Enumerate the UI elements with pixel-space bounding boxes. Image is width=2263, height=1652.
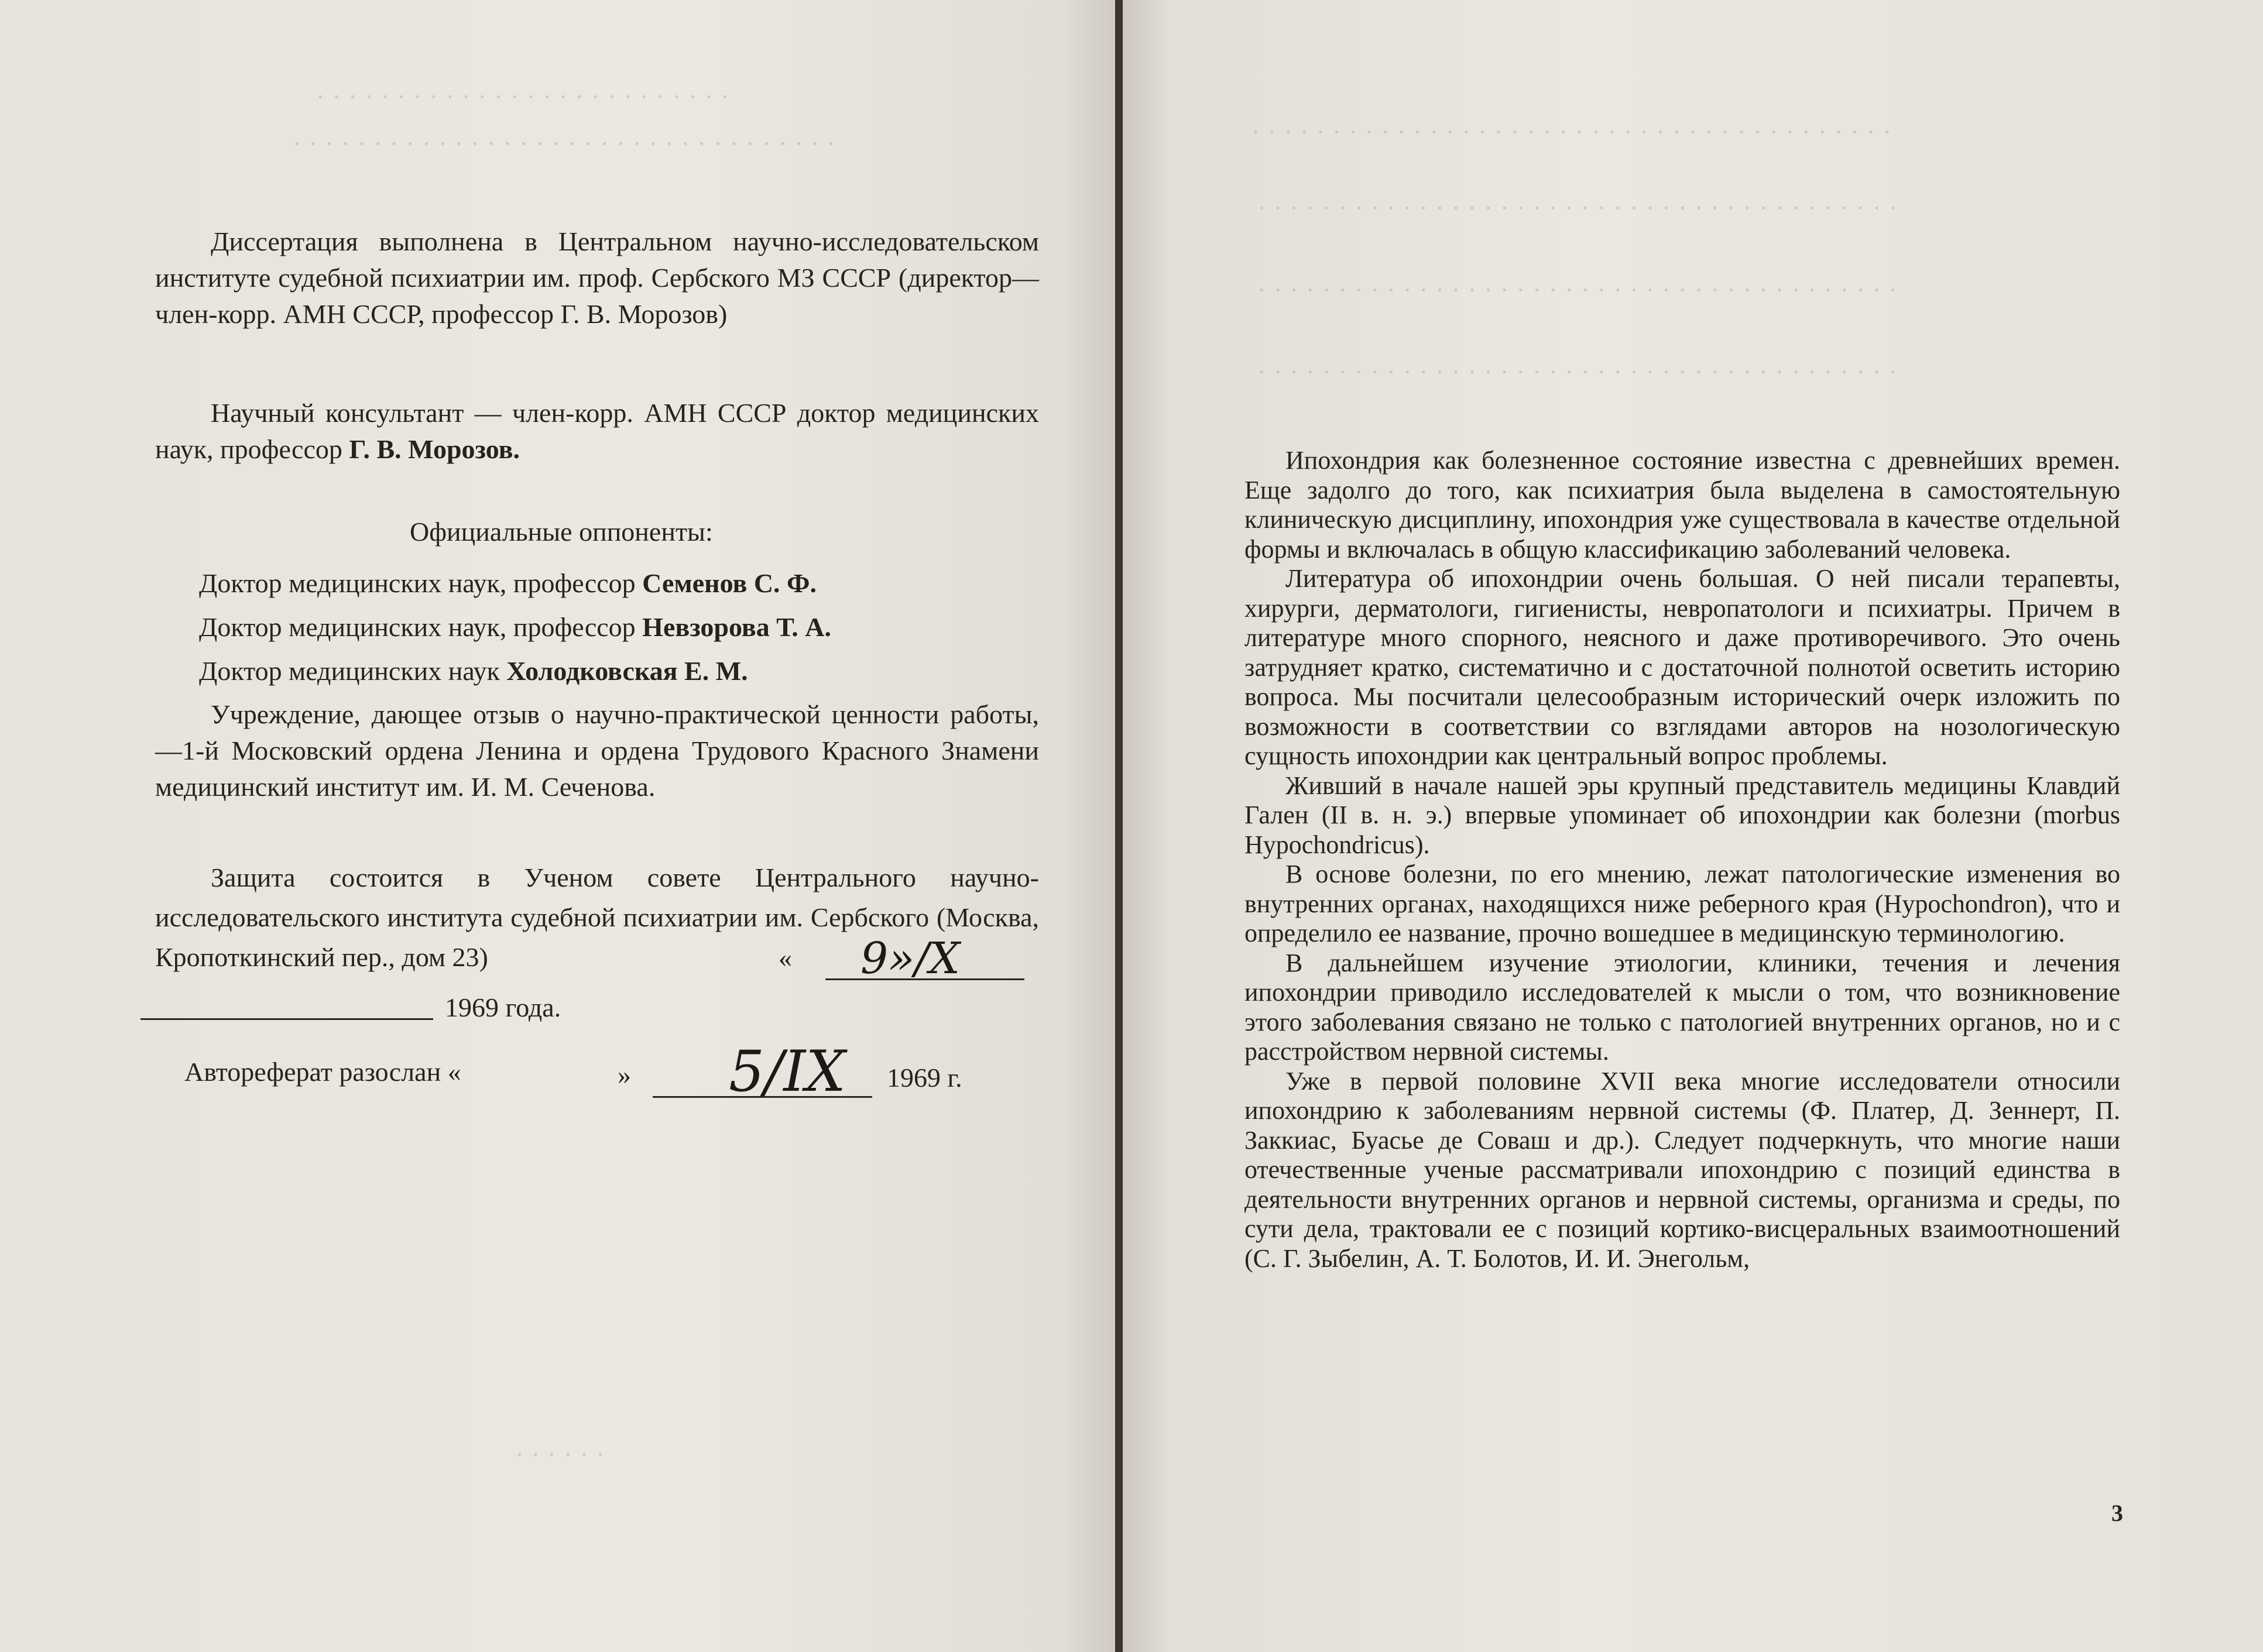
paragraph: В основе болезни, по его мнению, лежат патологические изменения во внутренних органах, находящихся ниже реберного края (Hypochondron), что и определило ее название, прочно вошедшее в медицинскую терминологию.	[1244, 860, 2120, 947]
consultant-name: Г. В. Морозов.	[349, 434, 520, 464]
distributed-year: 1969 г.	[887, 1063, 962, 1093]
book-spine	[1115, 0, 1123, 1652]
show-through-text: · · · · · · · · · · · · · · · · · · · · · · · · · ·	[316, 83, 730, 111]
paragraph: Живший в начале нашей эры крупный представитель медицины Клавдий Гален (II в. н. э.) впервые упоминает об ипохондрии как болезни (morbus Hypochondricus).	[1244, 771, 2120, 859]
consultant-label: Научный консультант — член-корр. АМН СССР доктор медицинских наук, профессор	[155, 398, 1039, 464]
institution-paragraph: Диссертация выполнена в Центральном научно-исследовательском институте судебной психиатрии им. проф. Сербского МЗ СССР (директор—член-корр. АМН СССР, профессор Г. В. Морозов)	[155, 226, 1039, 329]
paragraph: В дальнейшем изучение этиологии, клиники, течения и лечения ипохондрии приводило исследователей к мысли о том, что возникновение этого заболевания связано не только с патологией внутренних органов, но и с расстройством нервной системы.	[1244, 948, 2120, 1066]
opponent-item: Доктор медицинских наук, профессор Невзорова Т. А.	[199, 612, 832, 642]
defense-paragraph: Защита состоится в Ученом совете Центрального научно-исследовательского института судебной психиатрии им. Сербского (Москва, Кропоткинский пер., дом 23)	[155, 863, 1039, 972]
paragraph: Уже в первой половине XVII века многие исследователи относили ипохондрию к заболеваниям нервной системы (Ф. Платер, Д. Зеннерт, П. Заккиас, Буасье де Соваш и др.). Следует подчеркнуть, что многие наши отечественные ученые рассматривали ипохондрию с позиций единства в деятельности внутренних органов и нервной системы, организма и среды, по сути дела, трактовали ее с позиций кортико-висцеральных взаимоотношений (С. Г. Зыбелин, А. Т. Болотов, И. И. Энегольм,	[1244, 1066, 2120, 1273]
left-page	[0, 0, 1115, 1652]
show-through-text: · · · · · · · · · · · · · · · · · · · · · · · · · · · · · · · · · · · · · · · ·	[1257, 276, 1898, 304]
opponent-item: Доктор медицинских наук, профессор Семенов С. Ф.	[199, 568, 817, 598]
defense-date-underline	[825, 978, 1024, 980]
distributed-handwritten-date: 5/IX	[729, 1039, 846, 1104]
paragraph: Литература об ипохондрии очень большая. О ней писали терапевты, хирурги, дерматологи, гигиенисты, невропатологи и психиатры. Причем в литературе много спорного, неясного и даже противоречивого. Это очень затрудняет кратко, систематично и с достаточной полнотой осветить историю вопроса. Мы посчитали целесообразным исторический очерк изложить по возможности в соответствии со взглядами авторов на нозологическую сущность ипохондрии как центральный вопрос проблемы.	[1244, 564, 2120, 770]
defense-year: 1969 года.	[445, 992, 561, 1022]
show-through-text: · · · · · · · · · · · · · · · · · · · · · · · · · · · · · · · · · ·	[293, 129, 836, 158]
paragraph: Ипохондрия как болезненное состояние известна с древнейших времен. Еще задолго до того, как психиатрия была выделена в самостоятельную клиническую дисциплину, ипохондрия уже существовала в качестве отдельной формы и включалась в общую классификацию заболеваний человека.	[1244, 446, 2120, 564]
distributed-label: Автореферат разослан «	[184, 1057, 461, 1087]
opponents-heading: Официальные оппоненты:	[410, 517, 713, 547]
review-institution-paragraph: Учреждение, дающее отзыв о научно-практической ценности работы,—1-й Московский ордена Ленина и ордена Трудового Красного Знамени медицинский институт им. И. М. Сеченова.	[155, 699, 1039, 802]
distributed-close-quote: »	[618, 1060, 631, 1090]
defense-handwritten-date: 9»/X	[860, 933, 960, 984]
show-through-text: · · · · · ·	[515, 1440, 605, 1469]
defense-day-underline	[140, 1018, 433, 1020]
distributed-date-underline	[653, 1096, 872, 1098]
show-through-text: · · · · · · · · · · · · · · · · · · · · · · · · · · · · · · · · · · · · · · · ·	[1257, 358, 1898, 386]
show-through-text: · · · · · · · · · · · · · · · · · · · · · · · · · · · · · · · · · · · · · · · ·	[1251, 118, 1892, 146]
consultant-paragraph	[155, 395, 1039, 468]
page-number: 3	[2111, 1500, 2123, 1526]
defense-open-quote: «	[779, 943, 792, 973]
show-through-text: · · · · · · · · · · · · · · · · · · · · · · · · · · · · · · · · · · · · · · · ·	[1257, 194, 1898, 222]
opponent-item: Доктор медицинских наук Холодковская Е. М.	[199, 656, 748, 686]
body-text	[1244, 446, 2120, 1273]
